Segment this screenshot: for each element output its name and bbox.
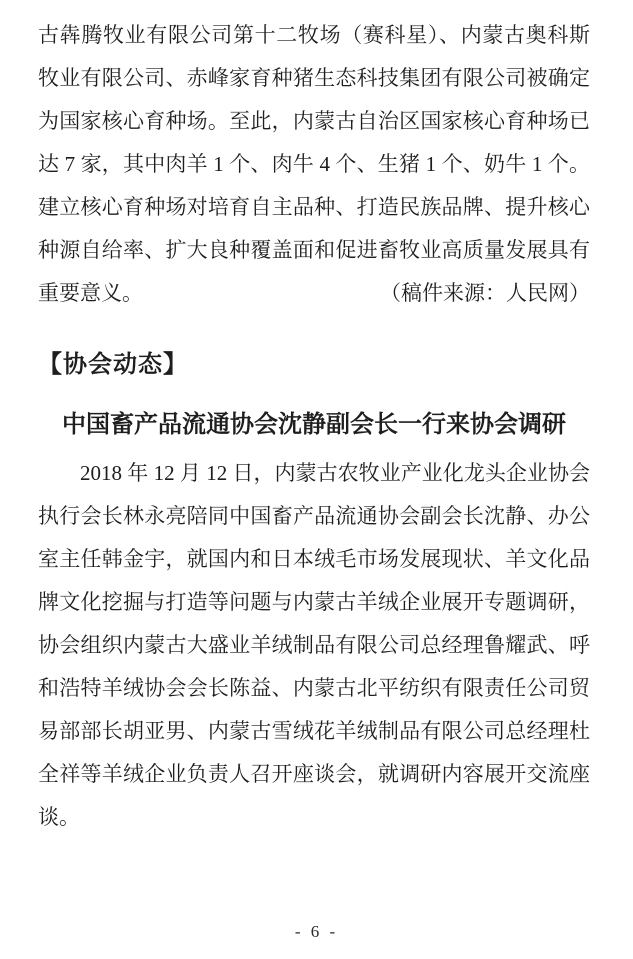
text-line: 易部部长胡亚男、内蒙古雪绒花羊绒制品有限公司总经理杜 xyxy=(38,719,590,743)
text-line: 古犇腾牧业有限公司第十二牧场（赛科星）、内蒙古奥科斯 xyxy=(38,23,590,47)
text-line: 种源自给率、扩大良种覆盖面和促进畜牧业高质量发展具有 xyxy=(38,238,590,262)
text-line: 协会组织内蒙古大盛业羊绒制品有限公司总经理鲁耀武、呼 xyxy=(38,633,590,657)
text-line: 2018 年 12 月 12 日，内蒙古农牧业产业化龙头企业协会 xyxy=(80,461,590,485)
text-line: 执行会长林永亮陪同中国畜产品流通协会副会长沈静、办公 xyxy=(38,504,590,528)
text-line: 为国家核心育种场。至此，内蒙古自治区国家核心育种场已 xyxy=(38,109,590,133)
page-number: - 6 - xyxy=(294,922,339,941)
closing-line xyxy=(38,272,590,315)
source-note: （稿件来源：人民网） xyxy=(380,281,590,305)
text-line: 牧业有限公司、赤峰家育种猪生态科技集团有限公司被确定 xyxy=(38,66,590,90)
seedfarms-paragraph xyxy=(38,14,590,315)
text-line: 达 7 家，其中肉羊 1 个、肉牛 4 个、生猪 1 个、奶牛 1 个。 xyxy=(38,152,590,176)
section-header: 【协会动态】 xyxy=(38,351,188,378)
page-content xyxy=(38,14,590,839)
article-title: 中国畜产品流通协会沈静副会长一行来协会调研 xyxy=(62,412,566,438)
text-line: 建立核心育种场对培育自主品种、打造民族品牌、提升核心 xyxy=(38,195,590,219)
text-line: 牌文化挖掘与打造等问题与内蒙古羊绒企业展开专题调研， xyxy=(38,590,590,614)
closing-text: 重要意义。 xyxy=(38,281,143,305)
text-line: 谈。 xyxy=(38,805,80,829)
visit-paragraph xyxy=(38,452,590,839)
text-line: 全祥等羊绒企业负责人召开座谈会，就调研内容展开交流座 xyxy=(38,762,590,786)
text-line: 和浩特羊绒协会会长陈益、内蒙古北平纺织有限责任公司贸 xyxy=(38,676,590,700)
text-line: 室主任韩金宇，就国内和日本绒毛市场发展现状、羊文化品 xyxy=(38,547,590,571)
